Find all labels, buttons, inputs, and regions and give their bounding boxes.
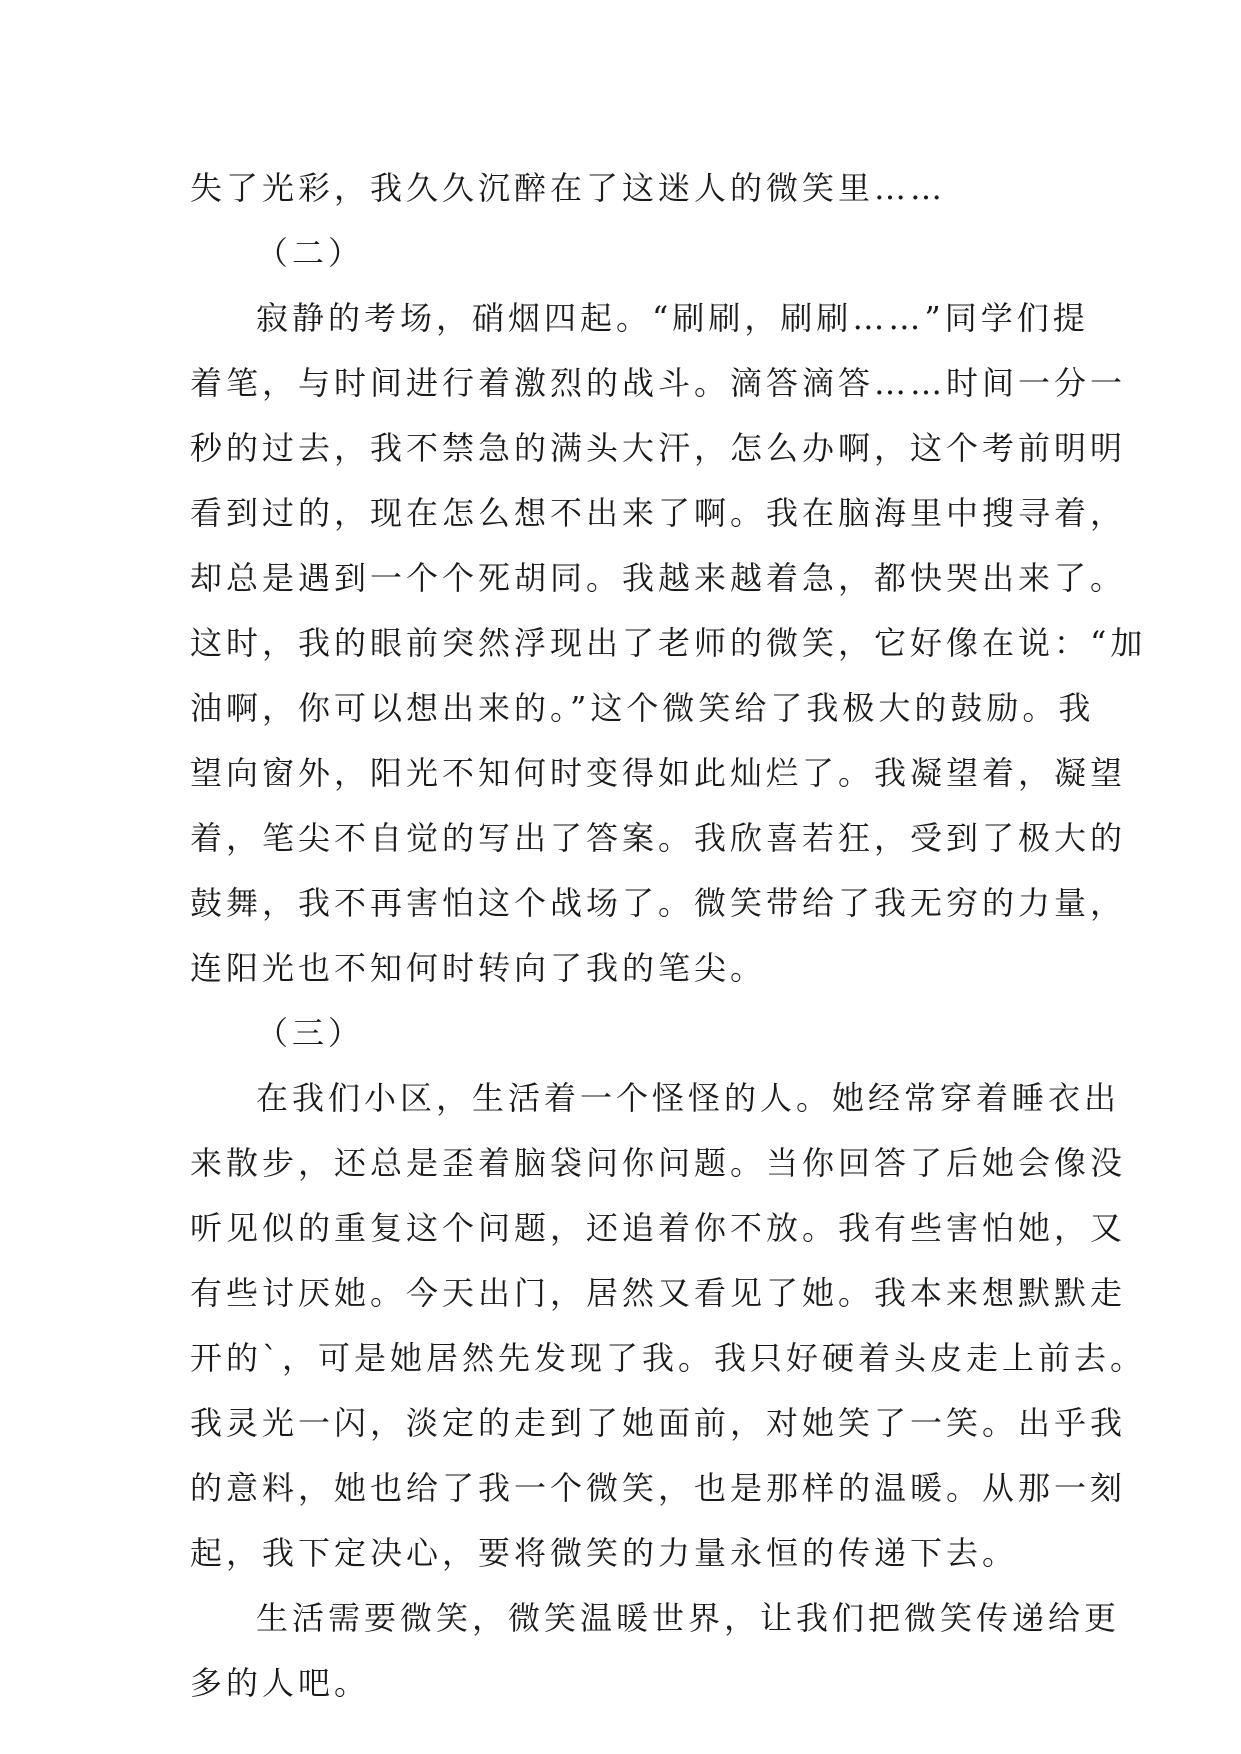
text-line: 看到过的，现在怎么想不出来了啊。我在脑海里中搜寻着， (190, 494, 1127, 532)
text-line: 来散步，还总是歪着脑袋问你问题。当你回答了后她会像没 (190, 1144, 1127, 1182)
section-heading: （二） (256, 234, 365, 272)
text-line: 有些讨厌她。今天出门，居然又看见了她。我本来想默默走 (190, 1274, 1127, 1312)
text-line: 却总是遇到一个个死胡同。我越来越着急，都快哭出来了。 (190, 559, 1127, 597)
text-line: 这时，我的眼前突然浮现出了老师的微笑，它好像在说：“加 (190, 624, 1147, 662)
text-line: 开的`，可是她居然先发现了我。我只好硬着头皮走上前去。 (190, 1339, 1147, 1377)
paragraph-start: 生活需要微笑，微笑温暖世界，让我们把微笑传递给更 (256, 1599, 1121, 1637)
paragraph-start: 在我们小区，生活着一个怪怪的人。她经常穿着睡衣出 (256, 1079, 1121, 1117)
text-line: 鼓舞，我不再害怕这个战场了。微笑带给了我无穷的力量， (190, 884, 1127, 922)
text-line: 着笔，与时间进行着激烈的战斗。滴答滴答……时间一分一 (190, 364, 1127, 402)
text-line: 我灵光一闪，淡定的走到了她面前，对她笑了一笑。出乎我 (190, 1404, 1127, 1442)
text-line: 连阳光也不知何时转向了我的笔尖。 (190, 949, 767, 987)
text-line: 失了光彩，我久久沉醉在了这迷人的微笑里…… (190, 169, 947, 207)
text-line: 秒的过去，我不禁急的满头大汗，怎么办啊，这个考前明明 (190, 429, 1127, 467)
text-line: 听见似的重复这个问题，还追着你不放。我有些害怕她，又 (190, 1209, 1127, 1247)
paragraph-start: 寂静的考场，硝烟四起。“刷刷，刷刷……”同学们提 (256, 299, 1089, 337)
text-line: 起，我下定决心，要将微笑的力量永恒的传递下去。 (190, 1534, 1019, 1572)
text-line: 多的人吧。 (190, 1664, 371, 1702)
text-line: 的意料，她也给了我一个微笑，也是那样的温暖。从那一刻 (190, 1469, 1127, 1507)
text-line: 着，笔尖不自觉的写出了答案。我欣喜若狂，受到了极大的 (190, 819, 1127, 857)
text-line: 望向窗外，阳光不知何时变得如此灿烂了。我凝望着，凝望 (190, 754, 1127, 792)
essay-body (190, 156, 1147, 1716)
text-line: 油啊，你可以想出来的。”这个微笑给了我极大的鼓励。我 (190, 689, 1095, 727)
section-heading: （三） (256, 1014, 365, 1052)
